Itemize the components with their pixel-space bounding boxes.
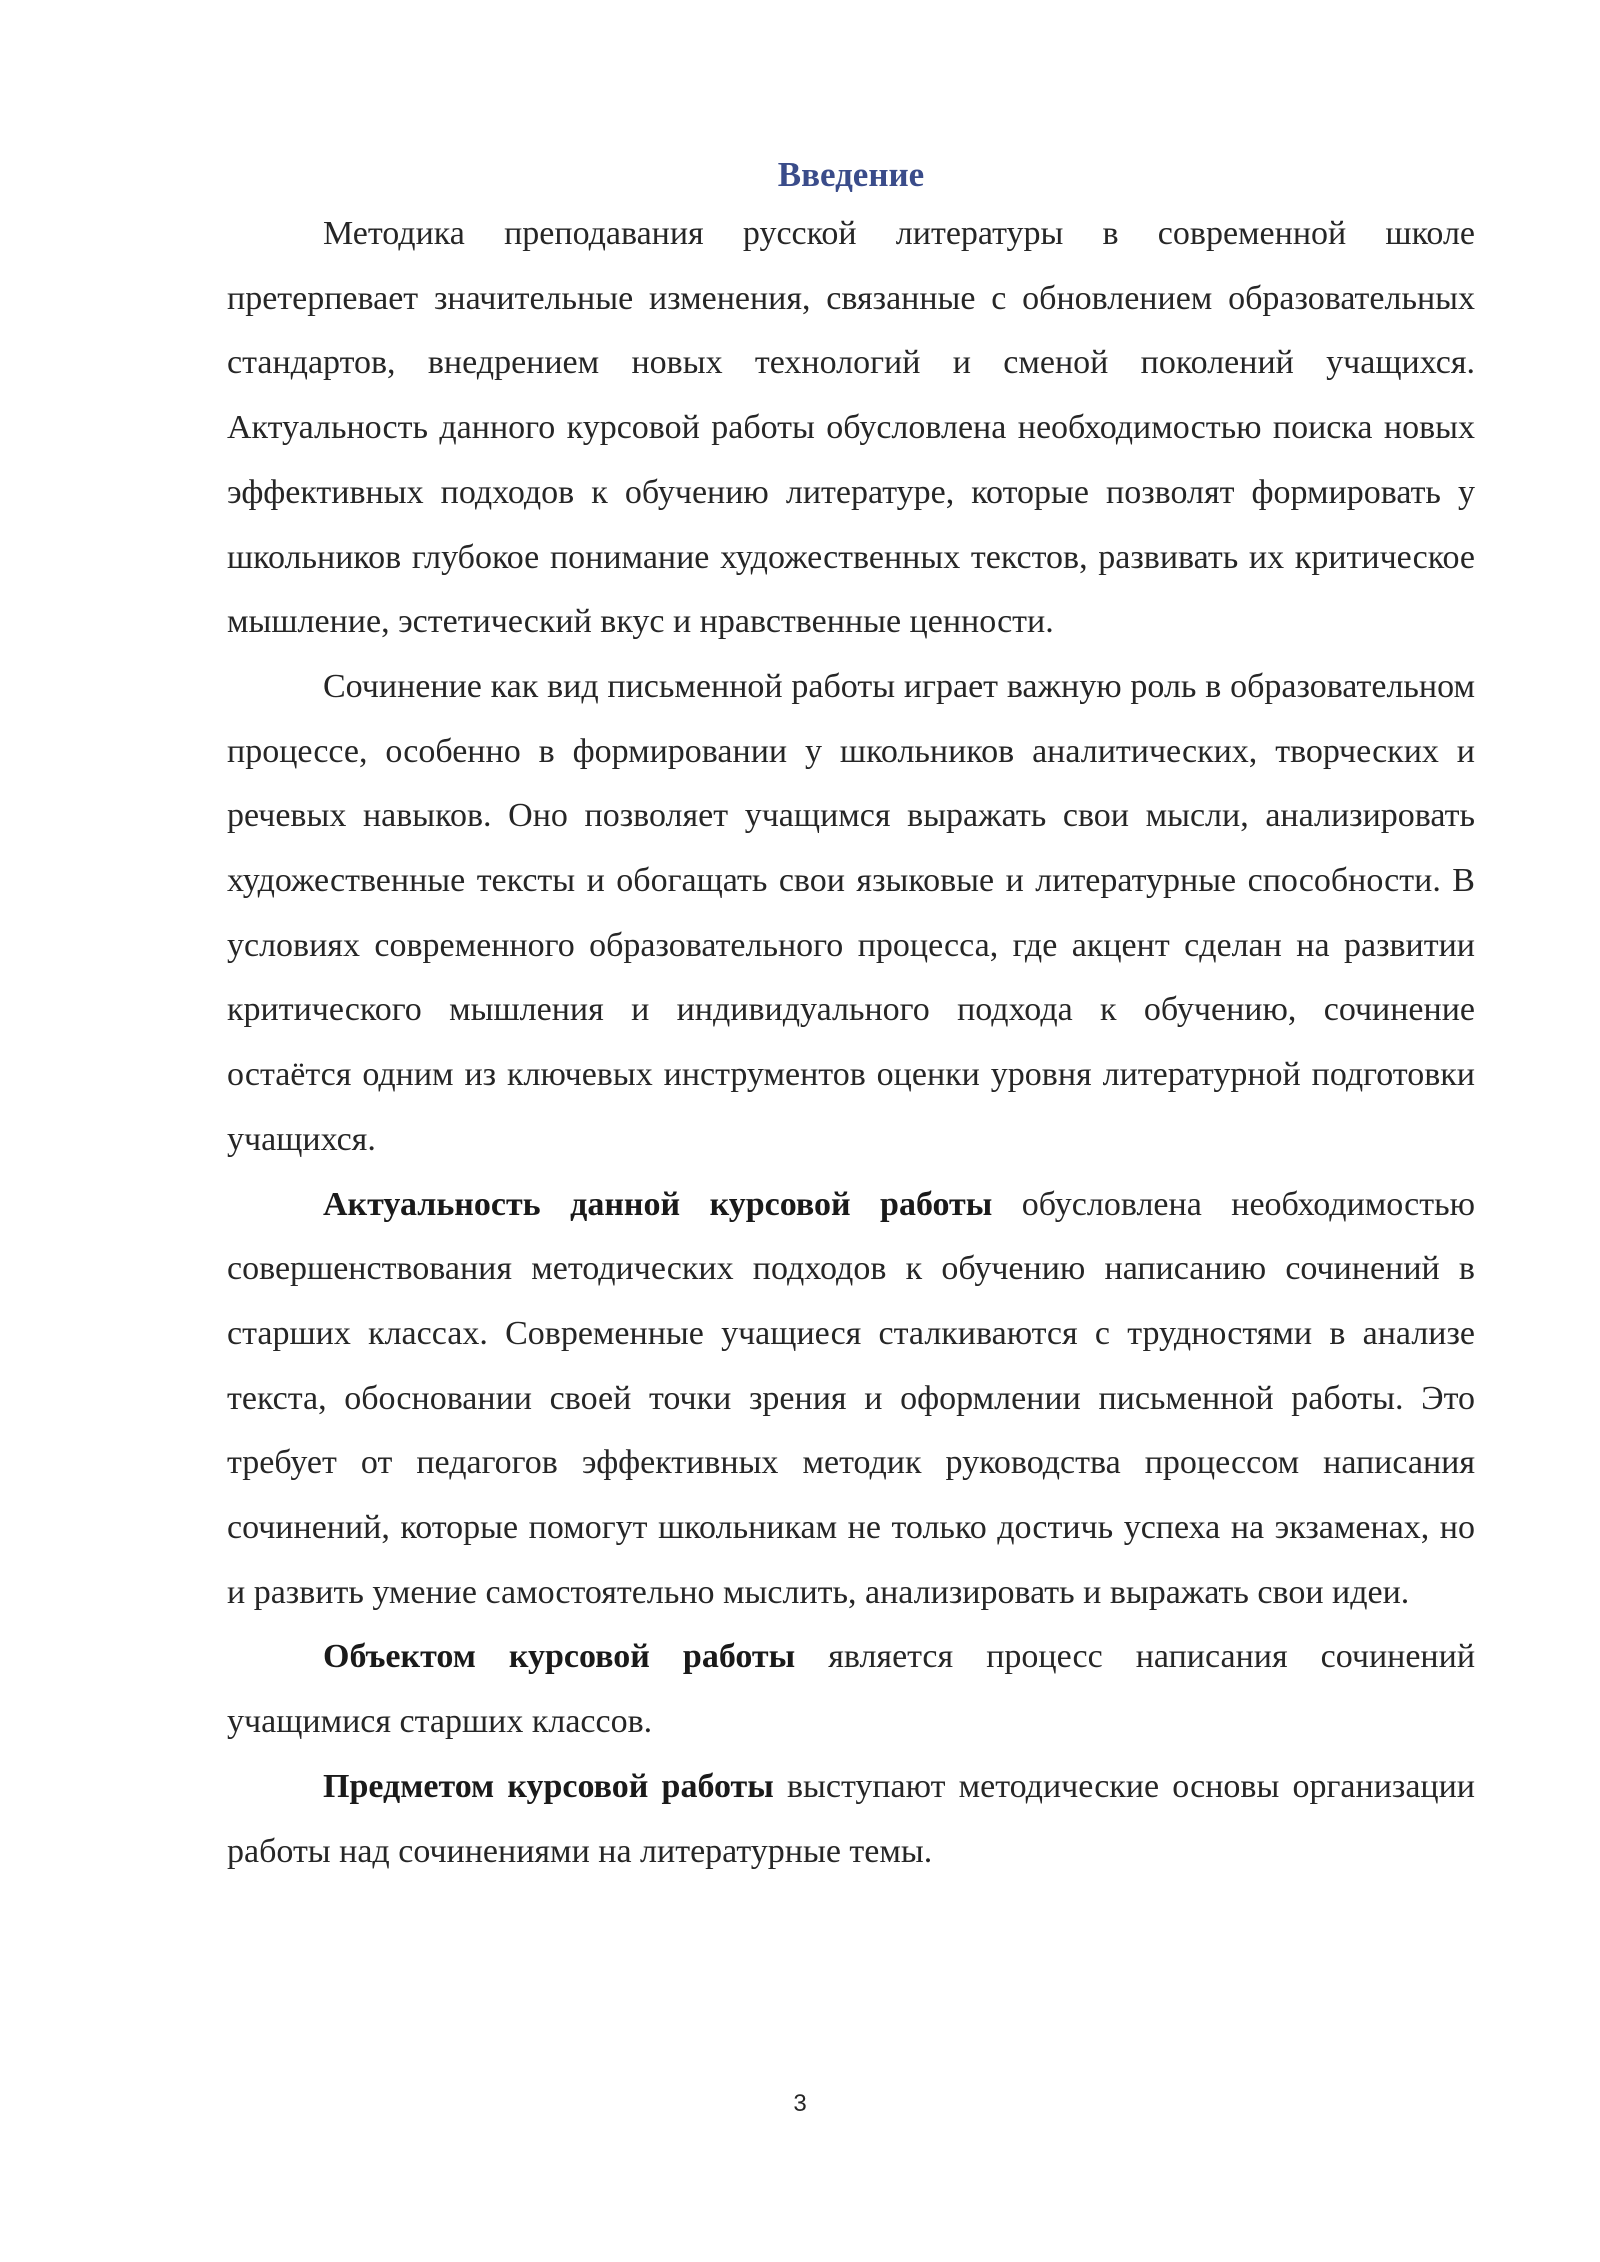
paragraph-lead: Объектом курсовой работы [323, 1638, 796, 1676]
paragraph-text: Методика преподавания русской литературы в современной школе претерпевает значительные изменения, связанные с обновлением образовательных стандартов, внедрением новых технологий и сменой поколений учащихся. Актуальность данного курсовой работы обусловлена необходимостью поиска новых эффективных подходов к обучению литературе, которые позволят формировать у школьников глубокое понимание художественных текстов, развивать их критическое мышление, эстетический вкус и нравственные ценности. [227, 215, 1475, 641]
section-heading: Введение [777, 155, 925, 194]
paragraph-text: является процесс написания сочинений учащимися старших классов. [227, 1638, 1476, 1741]
paragraph-object [227, 1625, 1475, 1754]
page-content [227, 148, 1475, 1884]
paragraph-relevance [227, 1173, 1475, 1626]
paragraph-text: обусловлена необходимостью совершенствования методических подходов к обучению написанию сочинений в старших классах. Современные учащиеся сталкиваются с трудностями в анализе текста, обосновании своей точки зрения и оформлении письменной работы. Это требует от педагогов эффективных методик руководства процессом написания сочинений, которые помогут школьникам не только достичь успеха на экзаменах, но и развить умение самостоятельно мыслить, анализировать и выражать свои идеи. [227, 1185, 1476, 1611]
paragraph-subject [227, 1755, 1475, 1884]
paragraph-text: выступают методические основы организации работы над сочинениями на литературные темы. [227, 1767, 1475, 1870]
paragraph-essay-role [227, 655, 1475, 1173]
paragraph-text: Сочинение как вид письменной работы играет важную роль в образовательном процессе, особенно в формировании у школьников аналитических, творческих и речевых навыков. Оно позволяет учащимся выражать свои мысли, анализировать художественные тексты и обогащать свои языковые и литературные способности. В условиях современного образовательного процесса, где акцент сделан на развитии критического мышления и индивидуального подхода к обучению, сочинение остаётся одним из ключевых инструментов оценки уровня литературной подготовки учащихся. [227, 667, 1475, 1158]
paragraph-lead: Актуальность данной курсовой работы [323, 1185, 993, 1223]
paragraph-intro [227, 202, 1475, 655]
page-number: 3 [793, 2090, 807, 2117]
paragraph-lead: Предметом курсовой работы [323, 1767, 774, 1805]
